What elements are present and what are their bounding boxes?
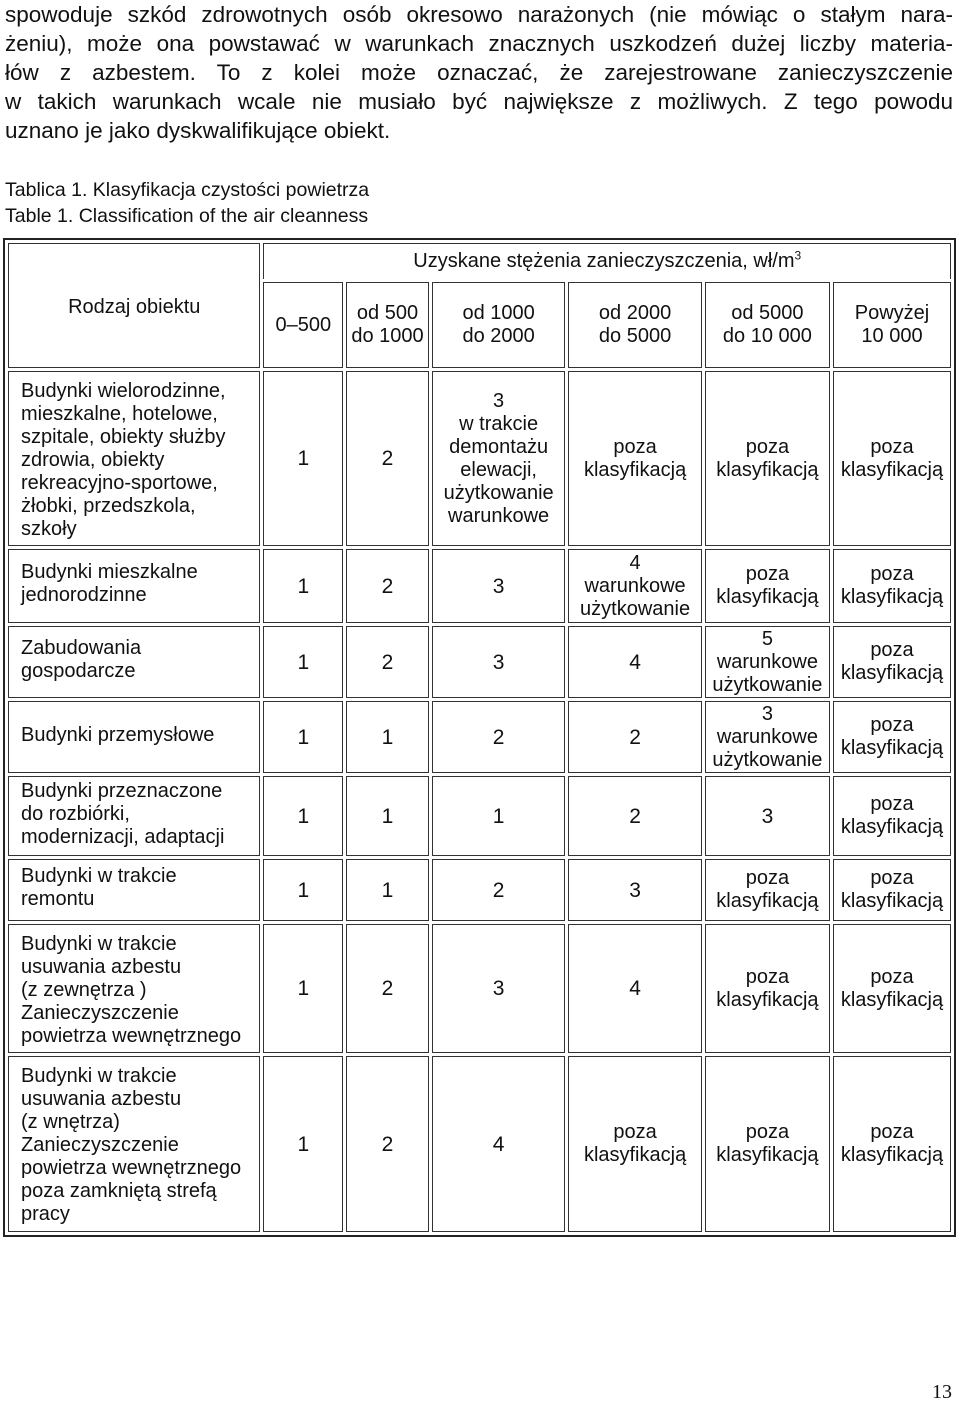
table-row <box>8 776 951 856</box>
cell-line: poza <box>870 435 914 458</box>
header-column-range <box>568 282 701 368</box>
cell-line: poza <box>870 965 914 988</box>
cell-line: 1 <box>297 1132 310 1156</box>
cell-line: klasyfikacją <box>716 988 819 1011</box>
cell-line: 1 <box>297 977 310 1000</box>
classification-cell <box>346 1056 429 1232</box>
cell-line: 2 <box>381 447 394 470</box>
cell-line: powietrza wewnętrznego <box>21 1025 242 1047</box>
paragraph-line: żeniu), może ona powstawać w warunkach znacznych uszkodzeń dużej liczby materia- <box>5 31 953 56</box>
cell-line: warunkowe <box>448 504 550 527</box>
cell-line: użytkowanie <box>712 748 823 771</box>
classification-cell <box>568 626 701 698</box>
cell-line: 1 <box>381 878 394 902</box>
cell-line: poza <box>745 1121 790 1143</box>
classification-cell <box>432 701 565 773</box>
object-type-label <box>8 701 260 773</box>
cell-line: szpitale, obiekty służby <box>21 426 226 448</box>
classification-cell <box>833 371 951 546</box>
classification-cell <box>705 776 830 856</box>
cell-line: 4 <box>629 650 641 674</box>
table-row <box>8 1056 951 1232</box>
classification-cell <box>263 1056 343 1232</box>
cell-line: Budynki w trakcie <box>21 933 177 955</box>
classification-cell <box>568 859 701 921</box>
cell-line: do rozbiórki, <box>21 802 130 825</box>
cell-line: warunkowe <box>716 725 818 748</box>
cell-line: Zabudowania <box>21 637 142 659</box>
cell-line: użytkowanie <box>580 597 691 620</box>
cell-line: pracy <box>21 1203 70 1225</box>
cell-line: do 10 000 <box>722 325 812 347</box>
cell-line: klasyfikacją <box>840 816 944 838</box>
cell-line: klasyfikacją <box>716 1144 819 1166</box>
cell-line: Powyżej <box>854 302 930 324</box>
header-column-range <box>432 282 565 368</box>
cell-line: poza zamkniętą strefą <box>21 1180 217 1202</box>
classification-cell <box>263 924 343 1053</box>
unit-superscript: 3 <box>794 248 802 263</box>
table-caption-polish: Tablica 1. Klasyfikacja czystości powietrza <box>5 179 370 201</box>
cell-line: powietrza wewnętrznego <box>21 1157 242 1179</box>
cell-line: 3 <box>492 574 505 598</box>
classification-cell <box>432 1056 565 1232</box>
cell-line: poza <box>870 1121 914 1143</box>
cell-line: remontu <box>21 888 95 910</box>
cell-line: 2 <box>629 804 641 828</box>
classification-cell <box>833 701 951 773</box>
cell-line: klasyfikacją <box>840 1144 944 1166</box>
cell-line: poza <box>745 867 790 889</box>
cell-line: jednorodzinne <box>21 584 147 606</box>
cell-line: 1 <box>297 447 310 470</box>
classification-cell <box>432 549 565 623</box>
classification-cell <box>705 701 830 773</box>
cell-line: gospodarcze <box>21 660 136 682</box>
cell-line: w trakcie <box>459 412 539 435</box>
classification-cell <box>432 859 565 921</box>
cell-line: 4 <box>629 977 641 1000</box>
classification-cell <box>705 626 830 698</box>
object-type-label <box>8 1056 260 1232</box>
cell-line: 1 <box>297 574 310 598</box>
air-cleanness-table <box>3 238 956 1237</box>
cell-line: klasyfikacją <box>840 737 944 759</box>
cell-line: szkoły <box>21 518 77 540</box>
cell-line: 3 <box>493 389 505 412</box>
cell-line: 3 <box>492 977 505 1000</box>
paragraph-line: spowoduje szkód zdrowotnych osób okresowo narażonych (nie mówiąc o stałym nara- <box>5 2 953 27</box>
cell-line: modernizacji, adaptacji <box>21 825 225 848</box>
cell-line: (z wnętrza) <box>21 1111 120 1133</box>
classification-cell <box>568 549 701 623</box>
cell-line: poza <box>870 867 914 889</box>
cell-line: poza <box>745 965 790 988</box>
header-concentration-group <box>263 243 951 279</box>
cell-line: 2 <box>492 878 505 902</box>
cell-line: warunkowe <box>584 574 686 597</box>
cell-line: klasyfikacją <box>583 458 687 481</box>
cell-line: demontażu <box>449 435 549 458</box>
object-type-label <box>8 924 260 1053</box>
classification-cell <box>346 859 429 921</box>
classification-cell <box>432 626 565 698</box>
classification-cell <box>568 924 701 1053</box>
classification-cell <box>263 371 343 546</box>
cell-line: 4 <box>629 551 641 574</box>
paragraph-line: łów z azbestem. To z kolei może oznaczać, że zarejestrowane zanieczyszczenie <box>5 60 953 85</box>
cell-line: poza <box>613 435 657 458</box>
paragraph-line: uznano je jako dyskwalifikujące obiekt. <box>5 118 391 143</box>
table-row <box>8 626 951 698</box>
classification-cell <box>346 549 429 623</box>
cell-line: klasyfikacją <box>840 988 944 1011</box>
cell-line: klasyfikacją <box>716 890 819 912</box>
cell-line: klasyfikacją <box>583 1144 687 1166</box>
classification-cell <box>833 549 951 623</box>
classification-cell <box>833 776 951 856</box>
cell-line: poza <box>745 435 790 458</box>
classification-cell <box>263 859 343 921</box>
cell-line: poza <box>613 1121 657 1143</box>
cell-line: klasyfikacją <box>840 458 944 481</box>
classification-cell <box>568 701 701 773</box>
object-type-label <box>8 549 260 623</box>
cell-line: poza <box>870 563 914 585</box>
cell-line: 2 <box>381 574 394 598</box>
cell-line: od 2000 <box>598 302 672 324</box>
cell-line: Budynki w trakcie <box>21 865 177 887</box>
cell-line: Zanieczyszczenie <box>21 1134 179 1156</box>
classification-cell <box>568 776 701 856</box>
cell-line: 1 <box>381 804 394 828</box>
cell-line: 1 <box>297 878 310 902</box>
cell-line: 1 <box>297 804 310 828</box>
object-type-label <box>8 371 260 546</box>
classification-cell <box>432 924 565 1053</box>
cell-line: Zanieczyszczenie <box>21 1002 179 1024</box>
cell-line: klasyfikacją <box>716 458 819 481</box>
table-row <box>8 859 951 921</box>
cell-line: Budynki wielorodzinne, <box>21 380 226 402</box>
cell-line: klasyfikacją <box>840 662 944 684</box>
cell-line: Budynki przemysłowe <box>21 723 215 746</box>
cell-line: żłobki, przedszkola, <box>21 495 196 517</box>
cell-line: 1 <box>297 725 310 749</box>
classification-cell <box>263 701 343 773</box>
cell-line: użytkowanie <box>712 673 823 696</box>
cell-line: do 1000 <box>351 325 424 347</box>
classification-cell <box>263 626 343 698</box>
cell-line: 1 <box>297 650 310 674</box>
object-type-label <box>8 859 260 921</box>
classification-cell <box>568 371 701 546</box>
header-column-range <box>263 282 343 368</box>
cell-line: od 500 <box>356 302 419 324</box>
header-column-range <box>705 282 830 368</box>
classification-cell <box>432 371 565 546</box>
classification-cell <box>705 549 830 623</box>
body-paragraph <box>5 0 953 145</box>
cell-line: Budynki przeznaczone <box>21 779 223 802</box>
cell-line: usuwania azbestu <box>21 1088 182 1110</box>
cell-line: usuwania azbestu <box>21 956 182 978</box>
classification-cell <box>346 701 429 773</box>
header-row-label: Rodzaj obiektu <box>8 243 260 368</box>
header-column-range <box>833 282 951 368</box>
table-caption-english: Table 1. Classification of the air cleanness <box>5 205 369 227</box>
cell-line: zdrowia, obiekty <box>21 449 165 471</box>
classification-cell <box>568 1056 701 1232</box>
header-column-range <box>346 282 429 368</box>
classification-cell <box>705 924 830 1053</box>
cell-line: klasyfikacją <box>840 586 944 608</box>
cell-line: elewacji, <box>460 458 537 481</box>
cell-line: mieszkalne, hotelowe, <box>21 403 218 425</box>
cell-line: 3 <box>492 650 505 674</box>
cell-line: 3 <box>629 878 641 902</box>
cell-line: poza <box>870 639 914 661</box>
cell-line: poza <box>870 793 914 815</box>
classification-cell <box>263 549 343 623</box>
cell-line: rekreacyjno-sportowe, <box>21 472 218 494</box>
cell-line: 2 <box>629 725 641 749</box>
classification-cell <box>705 371 830 546</box>
group-label: Uzyskane stężenia zanieczyszczenia, wł/m <box>413 250 795 272</box>
cell-line: 3 <box>761 702 773 725</box>
cell-line: do 5000 <box>598 325 672 347</box>
classification-cell <box>833 626 951 698</box>
cell-line: 5 <box>761 627 773 650</box>
cell-line: 0–500 <box>275 313 332 336</box>
cell-line: poza <box>870 714 914 736</box>
cell-line: 2 <box>492 725 505 749</box>
classification-cell <box>705 859 830 921</box>
cell-line: Budynki w trakcie <box>21 1065 177 1087</box>
object-type-label <box>8 776 260 856</box>
page-number: 13 <box>932 1381 952 1403</box>
cell-line: do 2000 <box>462 325 535 347</box>
cell-line: (z zewnętrza ) <box>21 979 147 1001</box>
cell-line: Budynki mieszkalne <box>21 561 198 583</box>
cell-line: 3 <box>761 804 774 828</box>
cell-line: 10 000 <box>861 325 923 347</box>
table-row <box>8 701 951 773</box>
cell-line: 2 <box>381 977 394 1000</box>
classification-cell <box>432 776 565 856</box>
cell-line: klasyfikacją <box>716 586 819 608</box>
classification-cell <box>346 924 429 1053</box>
cell-line: 1 <box>492 804 505 828</box>
cell-line: użytkowanie <box>443 481 554 504</box>
classification-cell <box>263 776 343 856</box>
cell-line: 2 <box>381 650 394 674</box>
cell-line: od 5000 <box>731 302 804 324</box>
object-type-label <box>8 626 260 698</box>
paragraph-line: w takich warunkach wcale nie musiało być największe z możliwych. Z tego powodu <box>5 89 953 114</box>
classification-cell <box>833 924 951 1053</box>
cell-line: od 1000 <box>462 302 535 324</box>
table-row <box>8 924 951 1053</box>
table-row <box>8 549 951 623</box>
cell-line: poza <box>745 563 790 585</box>
classification-cell <box>346 626 429 698</box>
classification-cell <box>833 859 951 921</box>
table-row <box>8 371 951 546</box>
cell-line: warunkowe <box>716 650 818 673</box>
classification-cell <box>346 371 429 546</box>
cell-line: 1 <box>381 725 394 749</box>
cell-line: 2 <box>381 1132 394 1156</box>
cell-line: 4 <box>492 1132 505 1156</box>
classification-cell <box>705 1056 830 1232</box>
classification-cell <box>346 776 429 856</box>
cell-line: klasyfikacją <box>840 890 944 912</box>
classification-cell <box>833 1056 951 1232</box>
